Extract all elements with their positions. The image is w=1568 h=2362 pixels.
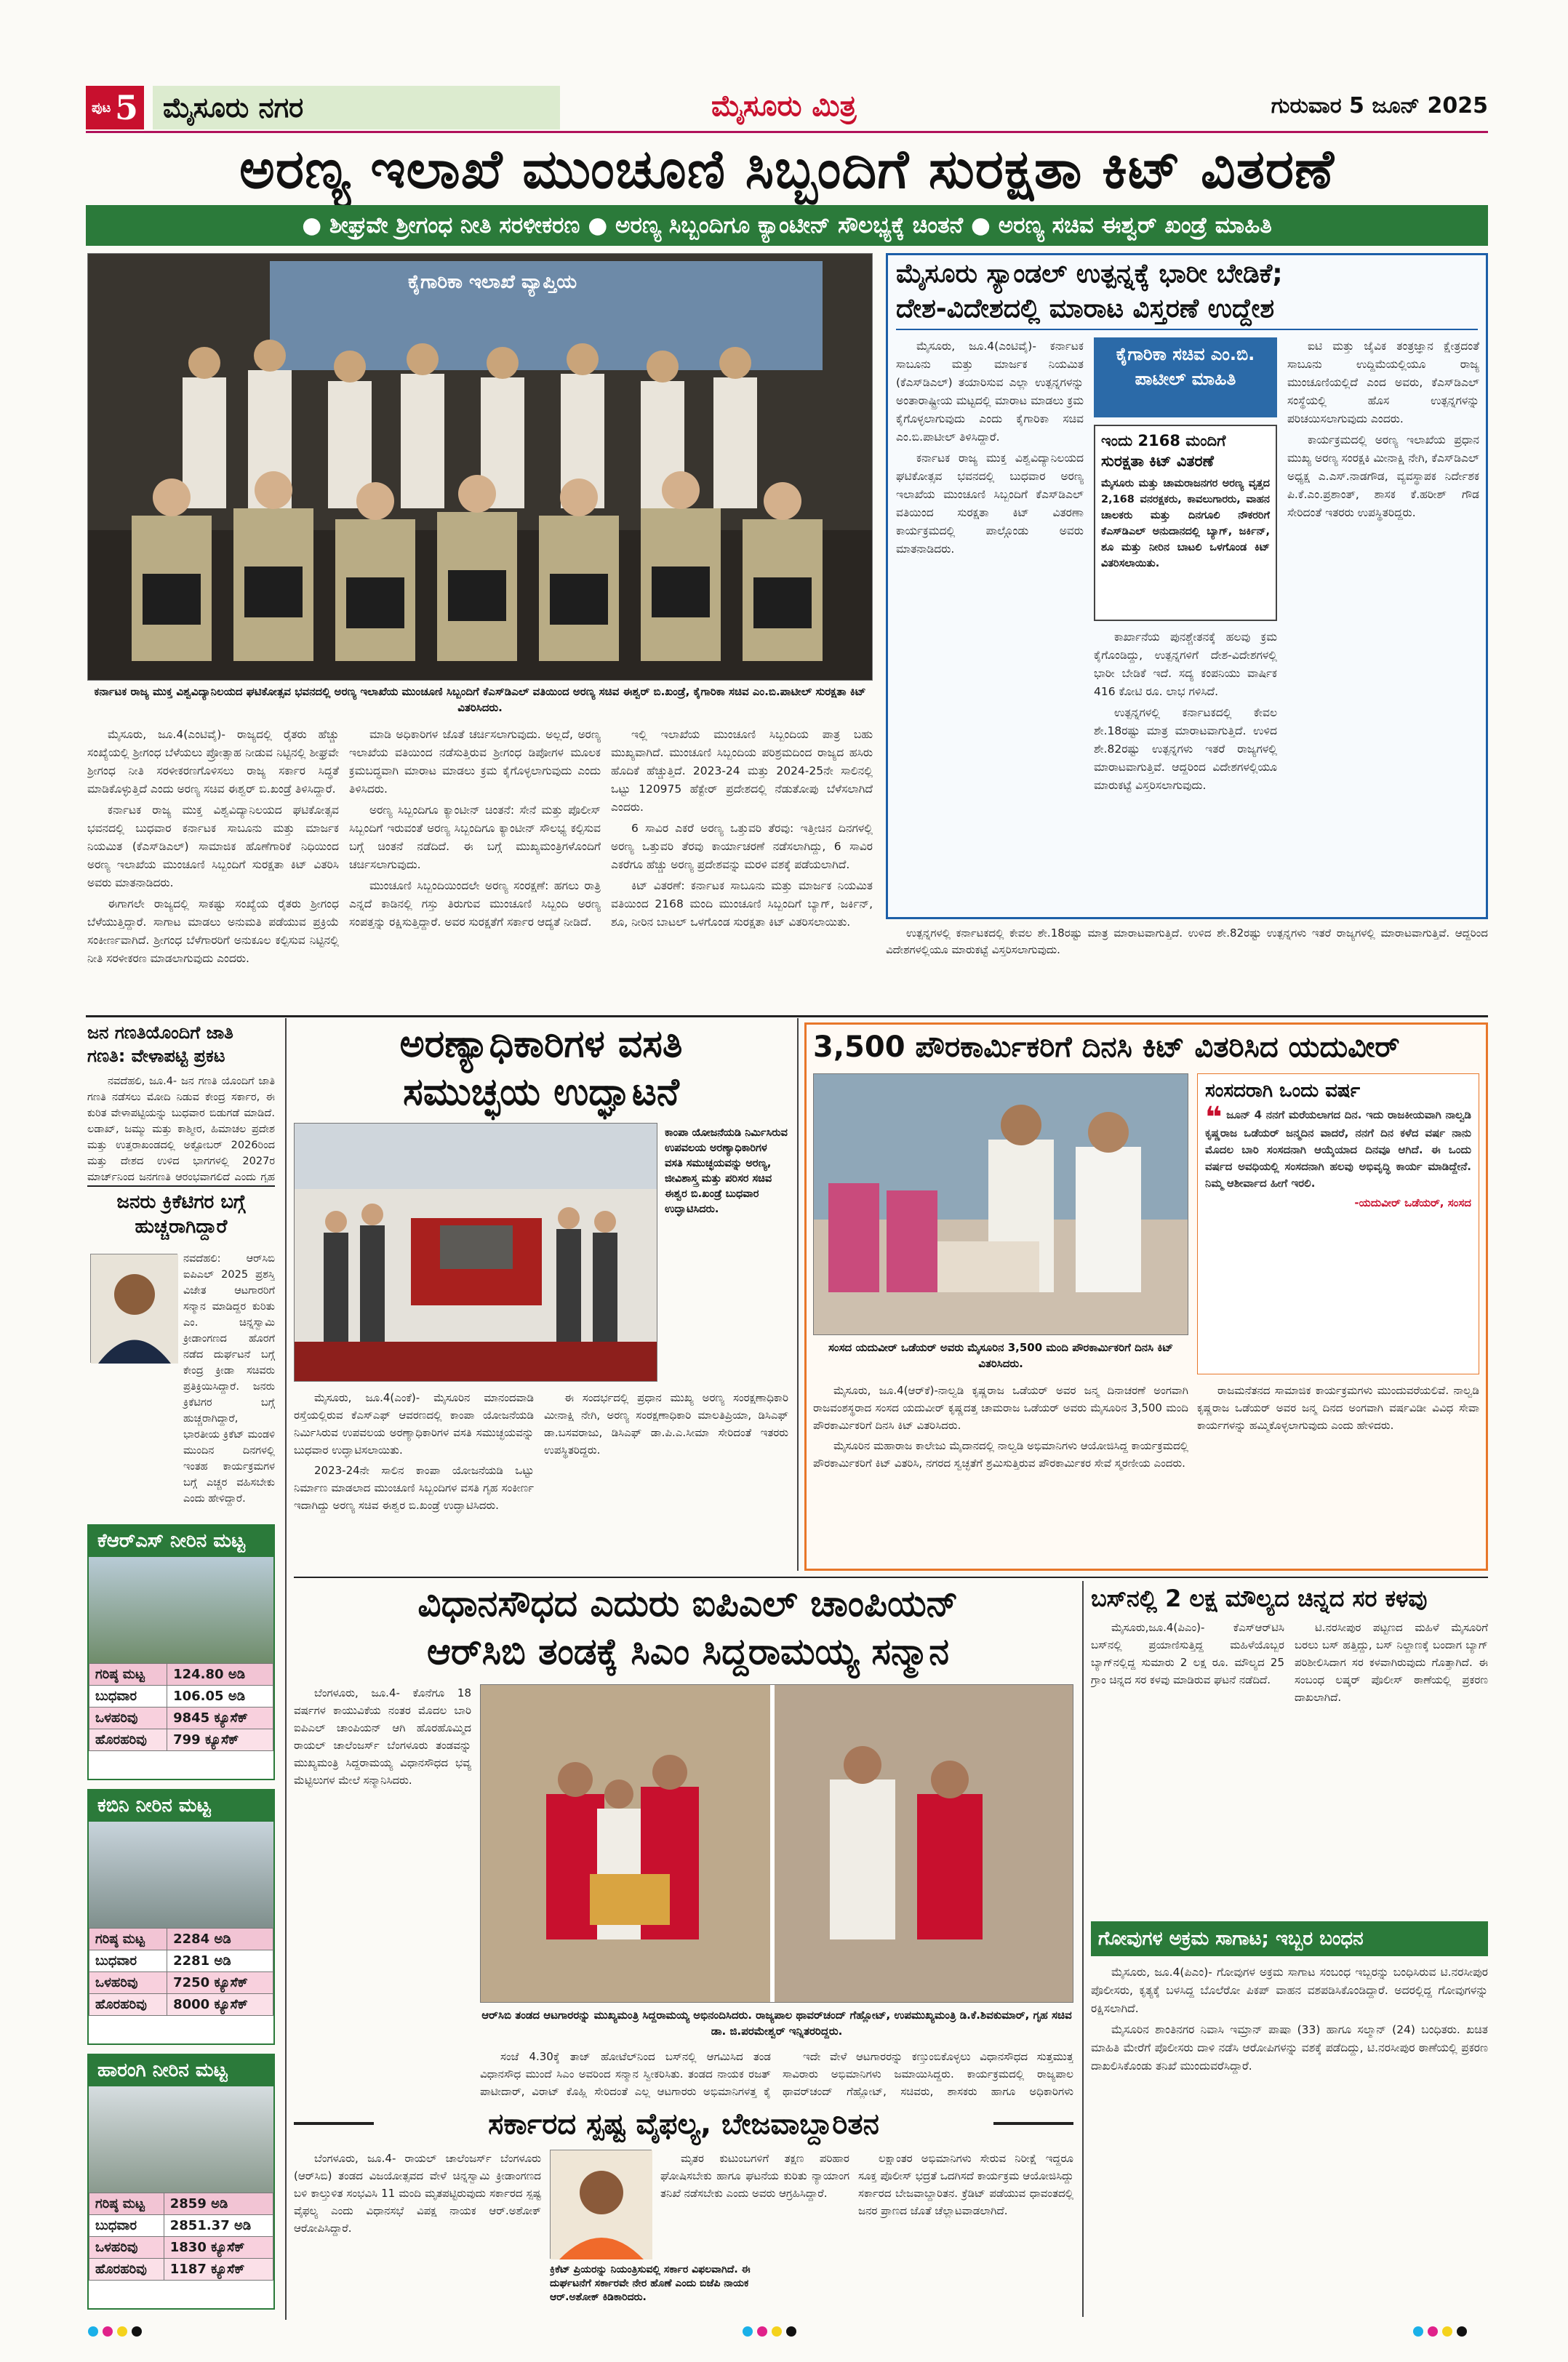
rcb-headline-1: ವಿಧಾನಸೌಧದ ಎದುರು ಐಪಿಎಲ್ ಚಾಂಪಿಯನ್ (417, 1582, 959, 1625)
cyan-dot-icon (743, 2326, 753, 2337)
chain-headline: ಬಸ್‌ನಲ್ಲಿ 2 ಲಕ್ಷ ಮೌಲ್ಯದ ಚಿನ್ನದ ಸರ ಕಳವು (1091, 1585, 1428, 1612)
dam-label: ಒಳಹರಿವು (89, 2237, 164, 2259)
lead-photo (87, 253, 873, 681)
dam-value: 2284 ಅಡಿ (167, 1929, 273, 1950)
census-headline: ಜನ ಗಣತಿಯೊಂದಿಗೆ ಜಾತಿ ಗಣತಿ: ವೇಳಾಪಟ್ಟಿ ಪ್ರಕಟ (87, 1022, 233, 1066)
black-dot-icon (786, 2326, 796, 2337)
quarters-col-1 (294, 1389, 534, 1571)
sandal-headline-rule (896, 329, 1478, 330)
rcb-headline-2: ಆರ್‌ಸಿಬಿ ತಂಡಕ್ಕೆ ಸಿಎಂ ಸಿದ್ದರಾಮಯ್ಯ ಸನ್ಮಾನ (426, 1630, 950, 1673)
lead-para: ಈಗಾಗಲೇ ರಾಜ್ಯದಲ್ಲಿ ಸಾಕಷ್ಟು ಸಂಖ್ಯೆಯ ರೈತರು ಶ್ರೀಗಂಧ ಬೆಳೆಯುತ್ತಿದ್ದಾರೆ. ಸಾಗಾಟ ಮಾಡಲು ಅನುಮತಿ ಪಡೆಯುವ ಪ್ರಕ್ರಿಯೆ ಸಂಕೀರ್ಣವಾಗಿದೆ. ಶ್ರೀಗಂಧ ಬೆಳೆಗಾರರಿಗೆ ಅನುಕೂಲ ಕಲ್ಪಿಸುವ ನಿಟ್ಟಿನಲ್ಲಿ ನೀತಿ ಸರಳೀಕರಣ ಮಾಡಲಾಗುವುದು ಎಂದರು. (87, 897, 339, 965)
census-para: ನವದೆಹಲಿ, ಜೂ.4- ಜನ ಗಣತಿ ಯೊಂದಿಗೆ ಜಾತಿ ಗಣತಿ ನಡೆಸಲು ಮೋದಿ ನಿಡುವ ಕೇಂದ್ರ ಸರ್ಕಾರ, ಈ ಕುರಿತ ವೇಳಾಪಟ್ಟಿಯನ್ನು ಬುಧವಾರ ಬಿಡುಗಡೆ ಮಾಡಿದೆ. ಲಡಾಖ್, ಜಮ್ಮು ಮತ್ತು ಕಾಶ್ಮೀರ, ಹಿಮಾಚಲ ಪ್ರದೇಶ ಮತ್ತು ಉತ್ತರಾಖಂಡದಲ್ಲಿ ಅಕ್ಟೋಬರ್ 2026ರಿಂದ ಮತ್ತು ದೇಶದ ಉಳಿದ ಭಾಗಗಳಲ್ಲಿ 2027ರ ಮಾರ್ಚ್‌ನಿಂದ ಜನಗಣತಿ ಆರಂಭವಾಗಲಿದೆ ಎಂದು ಗೃಹ (87, 1076, 275, 1182)
dam-table (89, 1928, 273, 2016)
dam-value: 106.05 ಅಡಿ (167, 1686, 273, 1708)
lead-para: ಮುಂಚೂಣಿ ಸಿಬ್ಬಂದಿಯಿಂದಲೇ ಅರಣ್ಯ ಸಂರಕ್ಷಣೆ: ಹಗಲು ರಾತ್ರಿ ಎನ್ನದೆ ಕಾಡಿನಲ್ಲಿ ಗಸ್ತು ತಿರುಗುವ ಮುಂಚೂಣಿ ಸಿಬ್ಬಂದಿ ಅರಣ್ಯ ಸಂಪತ್ತನ್ನು ರಕ್ಷಿಸುತ್ತಿದ್ದಾರೆ. ಅವರ ಸುರಕ್ಷತೆಗೆ ಸರ್ಕಾರ ಆದ್ಯತೆ ನೀಡಿದೆ. (349, 879, 601, 929)
rcb-col-1 (294, 1684, 471, 2099)
yaduveer-quote-title: ಸಂಸದರಾಗಿ ಒಂದು ವರ್ಷ (1205, 1080, 1361, 1102)
quarters-para: ಮೈಸೂರು, ಜೂ.4(ಎಂಕೆ)- ಮೈಸೂರಿನ ಮಾನಂದವಾಡಿ ರಸ್ತೆಯಲ್ಲಿರುವ ಕೆಎಸ್‌ಎಫ್ ಆವರಣದಲ್ಲಿ ಕಾಂಪಾ ಯೋಜನೆಯಡಿ ನಿರ್ಮಿಸಿರುವ ಉಪವಲಯ ಅರಣ್ಯಾಧಿಕಾರಿಗಳ ವಸತಿ ಸಮುಚ್ಛಯವನ್ನು ಬುಧವಾರ ಉದ್ಘಾಟಿಸಲಾಯಿತು. (294, 1391, 534, 1457)
chain-para: ಟಿ.ನರಸೀಪುರ ಪಟ್ಟಣದ ಮಹಿಳೆ ಮೈಸೂರಿಗೆ ಬರಲು ಬಸ್ ಹತ್ತಿದ್ದು, ಬಸ್ ನಿಲ್ದಾಣಕ್ಕೆ ಬಂದಾಗ ಬ್ಯಾಗ್ ಪರಿಶೀಲಿಸಿದಾಗ ಸರ ಕಳವಾಗಿರುವುದು ಗೊತ್ತಾಗಿದೆ. ಈ ಸಂಬಂಧ ಲಷ್ಕರ್ ಪೊಲೀಸ್ ಠಾಣೆಯಲ್ಲಿ ಪ್ರಕರಣ ದಾಖಲಾಗಿದೆ. (1295, 1621, 1488, 1704)
dam-value: 1830 ಕ್ಯೂಸೆಕ್ (164, 2237, 273, 2259)
dam-row (89, 2193, 273, 2215)
yaduveer-photo (813, 1073, 1188, 1335)
dam-row (89, 1950, 273, 1972)
dam-table (89, 2193, 273, 2281)
sandal-kit-body: ಮೈಸೂರು ಮತ್ತು ಚಾಮರಾಜನಗರ ಅರಣ್ಯ ವೃತ್ತದ 2,168 ವನರಕ್ಷಕರು, ಕಾವಲುಗಾರರು, ವಾಹನ ಚಾಲಕರು ಮತ್ತು ದಿನಗೂಲಿ ನೌಕರರಿಗೆ ಕೆಎಸ್‌ಡಿಎಲ್ ಅನುದಾನದಲ್ಲಿ ಬ್ಯಾಗ್, ಜರ್ಕಿನ್, ಶೂ ಮತ್ತು ನೀರಿನ ಬಾಟಲಿ ಒಳಗೊಂಡ ಕಿಟ್ ವಿತರಿಸಲಾಯಿತು. (1101, 478, 1270, 569)
dam-table (89, 1663, 273, 1751)
quarters-side-caption: ಕಾಂಪಾ ಯೋಜನೆಯಡಿ ನಿರ್ಮಿಸಿರುವ ಉಪವಲಯ ಅರಣ್ಯಾಧಿಕಾರಿಗಳ ವಸತಿ ಸಮುಚ್ಛಯವನ್ನು ಅರಣ್ಯ, ಜೀವಿಶಾಸ್ತ್ರ ಮತ್ತು ಪರಿಸರ ಸಚಿವ ಈಶ್ವರ ಬಿ.ಖಂಡ್ರೆ ಬುಧವಾರ ಉದ್ಘಾಟಿಸಿದರು. (665, 1127, 788, 1215)
dam-row (89, 1686, 273, 1708)
dam-row (89, 1994, 273, 2016)
sandal-para: ಐಟಿ ಮತ್ತು ಜೈವಿಕ ತಂತ್ರಜ್ಞಾನ ಕ್ಷೇತ್ರದಂತೆ ಸಾಬೂನು ಉದ್ದಿಮೆಯಲ್ಲಿಯೂ ರಾಜ್ಯ ಮುಂಚೂಣಿಯಲ್ಲಿದೆ ಎಂದ ಅವರು, ಕೆಎಸ್‌ಡಿಎಲ್ ಸಂಸ್ಥೆಯಲ್ಲಿ ಹೊಸ ಉತ್ಪನ್ನಗಳನ್ನು ಪರಿಚಯಿಸಲಾಗುವುದು ಎಂದರು. (1287, 340, 1479, 425)
failure-portrait (550, 2150, 652, 2259)
black-dot-icon (1457, 2326, 1467, 2337)
chain-para: ಮೈಸೂರು,ಜೂ.4(ಪಿಎಂ)- ಕೆಎಸ್ಆರ್‌ಟಿಸಿ ಬಸ್‌ನಲ್ಲಿ ಪ್ರಯಾಣಿಸುತ್ತಿದ್ದ ಮಹಿಳೆಯೊಬ್ಬರ ಬ್ಯಾಗ್‌ನಲ್ಲಿದ್ದ ಸುಮಾರು 2 ಲಕ್ಷ ರೂ. ಮೌಲ್ಯದ 25 ಗ್ರಾಂ ಚಿನ್ನದ ಸರ ಕಳವು ಮಾಡಿರುವ ಘಟನೆ ನಡೆದಿದೆ. (1091, 1621, 1284, 1686)
dam-label: ಹೊರಹರಿವು (89, 2259, 164, 2281)
masthead (86, 86, 1488, 132)
dam-value: 8000 ಕ್ಯೂಸೆಕ್ (167, 1994, 273, 2016)
failure-quote: ಕ್ರಿಕೆಟ್ ಪ್ರಿಯರನ್ನು ನಿಯಂತ್ರಿಸುವಲ್ಲಿ ಸರ್ಕಾರ ವಿಫಲವಾಗಿದೆ. ಈ ದುರ್ಘಟನೆಗೆ ಸರ್ಕಾರವೇ ನೇರ ಹೊಣೆ ಎಂದು ಬಿಜೆಪಿ ನಾಯಕ ಆರ್.ಅಶೋಕ್ ಕಿಡಿಕಾರಿದರು. (550, 2264, 751, 2303)
rcb-para: ಇದೇ ವೇಳೆ ಆಟಗಾರರನ್ನು ಕಣ್ತುಂಬಿಕೊಳ್ಳಲು ವಿಧಾನಸೌಧದ ಸುತ್ತಮುತ್ತ ಸಾವಿರಾರು ಅಭಿಮಾನಿಗಳು ಜಮಾಯಿಸಿದ್ದರು. ಕಾರ್ಯಕ್ರಮದಲ್ಲಿ ರಾಜ್ಯಪಾಲ ಥಾವರ್‌ಚಂದ್ ಗೆಹ್ಲೋಟ್, ಸಚಿವರು, ಶಾಸಕರು ಹಾಗೂ ಅಧಿಕಾರಿಗಳು (783, 2050, 1073, 2098)
page-label: ಪುಟ (92, 100, 111, 116)
chain-col-2 (1295, 1619, 1488, 1917)
quarters-headline-2: ಸಮುಚ್ಛಯ ಉದ್ಘಾಟನೆ (403, 1070, 679, 1114)
failure-portrait-art (551, 2150, 652, 2259)
quote-mark-icon: ❝ (1205, 1101, 1223, 1134)
sandal-col-2 (1094, 628, 1277, 912)
yaduveer-photo-caption: ಸಂಸದ ಯದುವೀರ್ ಒಡೆಯರ್ ಅವರು ಮೈಸೂರಿನ 3,500 ಮಂದಿ ಪೌರಕಾರ್ಮಿಕರಿಗೆ ದಿನಸಿ ಕಿಟ್ ವಿತರಿಸಿದರು. (828, 1341, 1174, 1370)
dam-row (89, 2259, 273, 2281)
sandal-para: ಕಾರ್ಯಕ್ರಮದಲ್ಲಿ ಅರಣ್ಯ ಇಲಾಖೆಯ ಪ್ರಧಾನ ಮುಖ್ಯ ಅರಣ್ಯ ಸಂರಕ್ಷಕಿ ಮೀನಾಕ್ಷಿ ನೇಗಿ, ಕೆಎಸ್‌ಡಿಎಲ್ ಅಧ್ಯಕ್ಷ ಎ.ಎಸ್.ನಾಡಗೌಡ, ವ್ಯವಸ್ಥಾಪಕ ನಿರ್ದೇಶಕ ಪಿ.ಕೆ.ಎಂ.ಪ್ರಶಾಂತ್, ಶಾಸಕ ಕೆ.ಹರೀಶ್ ಗೌಡ ಸೇರಿದಂತೆ ಇತರರು ಉಪಸ್ಥಿತರಿದ್ದರು. (1287, 433, 1479, 519)
dam-label: ಗರಿಷ್ಠ ಮಟ್ಟ (89, 1664, 167, 1686)
lead-para: ಕಿಟ್ ವಿತರಣೆ: ಕರ್ನಾಟಕ ಸಾಬೂನು ಮತ್ತು ಮಾರ್ಜಕ ನಿಯಮಿತ ವತಿಯಿಂದ 2168 ಮಂದಿ ಮುಂಚೂಣಿ ಸಿಬ್ಬಂದಿಗೆ ಬ್ಯಾಗ್, ಜರ್ಕಿನ್, ಶೂ, ನೀರಿನ ಬಾಟಲ್ ಒಳಗೊಂಡ ಸುರಕ್ಷತಾ ಕಿಟ್ ವಿತರಿಸಲಾಯಿತು. (611, 879, 873, 929)
cricket-headline: ಜನರು ಕ್ರಿಕೆಟಿಗರ ಬಗ್ಗೆ ಹುಚ್ಚರಾಗಿದ್ದಾರೆ (116, 1191, 246, 1238)
rcb-col-2 (480, 2048, 771, 2103)
sandal-kit-title: ಇಂದು 2168 ಮಂದಿಗೆ ಸುರಕ್ಷತಾ ಕಿಟ್ ವಿತರಣೆ (1101, 432, 1226, 470)
sandal-kit-box (1094, 425, 1277, 621)
quarters-photo (294, 1123, 657, 1382)
yaduveer-quote-author: -ಯದುವೀರ್ ಒಡೆಯರ್, ಸಂಸದ (1354, 1196, 1471, 1209)
yaduveer-para: ರಾಜಮನೆತನದ ಸಾಮಾಜಿಕ ಕಾರ್ಯಕ್ರಮಗಳು ಮುಂದುವರೆಯಲಿವೆ. ನಾಲ್ವಡಿ ಕೃಷ್ಣರಾಜ ಒಡೆಯರ್ ಅವರ ಜನ್ಮ ದಿನದ ಅಂಗವಾಗಿ ವರ್ಷವಿಡೀ ವಿವಿಧ ಸೇವಾ ಕಾರ್ಯಗಳನ್ನು ಹಮ್ಮಿಕೊಳ್ಳಲಾಗುವುದು ಎಂದು ಹೇಳಿದರು. (1197, 1384, 1479, 1432)
failure-para: ಮೃತರ ಕುಟುಂಬಗಳಿಗೆ ತಕ್ಷಣ ಪರಿಹಾರ ಘೋಷಿಸಬೇಕು ಹಾಗೂ ಘಟನೆಯ ಕುರಿತು ನ್ಯಾಯಾಂಗ ತನಿಖೆ ನಡೆಸಬೇಕು ಎಂದು ಅವರು ಆಗ್ರಹಿಸಿದ್ದಾರೆ. (660, 2152, 849, 2200)
yellow-dot-icon (1442, 2326, 1452, 2337)
lead-para: ಇಲ್ಲಿ ಇಲಾಖೆಯ ಮುಂಚೂಣಿ ಸಿಬ್ಬಂದಿಯ ಪಾತ್ರ ಬಹು ಮುಖ್ಯವಾಗಿದೆ. ಮುಂಚೂಣಿ ಸಿಬ್ಬಂದಿಯ ಪರಿಶ್ರಮದಿಂದ ರಾಜ್ಯದ ಹಸಿರು ಹೊದಿಕೆ ಹೆಚ್ಚುತ್ತಿದೆ. 2023-24 ಮತ್ತು 2024-25ನೇ ಸಾಲಿನಲ್ಲಿ ಒಟ್ಟು 120975 ಹೆಕ್ಟೇರ್ ಪ್ರದೇಶದಲ್ಲಿ ನೆಡುತೋಪು ಬೆಳೆಸಲಾಗಿದೆ ಎಂದರು. (611, 728, 873, 814)
quarters-para: 2023-24ನೇ ಸಾಲಿನ ಕಾಂಪಾ ಯೋಜನೆಯಡಿ ಒಟ್ಟು ನಿರ್ಮಾಣ ಮಾಡಲಾದ ಮುಂಚೂಣಿ ಸಿಬ್ಬಂದಿಗಳ ವಸತಿ ಗೃಹ ಸಂಕೀರ್ಣ ಇದಾಗಿದ್ದು ಅರಣ್ಯ ಸಚಿವ ಈಶ್ವರ ಬಿ.ಖಂಡ್ರೆ ಉದ್ಘಾಟಿಸಿದರು. (294, 1464, 534, 1512)
dam-box-krs (87, 1524, 275, 1780)
lead-para: ಮೈಸೂರು, ಜೂ.4(ಎಂಟಿವೈ)- ರಾಜ್ಯದಲ್ಲಿ ರೈತರು ಹೆಚ್ಚು ಸಂಖ್ಯೆಯಲ್ಲಿ ಶ್ರೀಗಂಧ ಬೆಳೆಯಲು ಪ್ರೋತ್ಸಾಹ ನೀಡುವ ನಿಟ್ಟಿನಲ್ಲಿ ಶೀಘ್ರವೇ ಶ್ರೀಗಂಧ ನೀತಿ ಸರಳೀಕರಣಗೊಳಿಸಲು ರಾಜ್ಯ ಸರ್ಕಾರ ಸಿದ್ಧತೆ ಮಾಡಿಕೊಳ್ಳುತ್ತಿದೆ ಎಂದು ಅರಣ್ಯ ಸಚಿವ ಈಶ್ವರ್ ಬಿ.ಖಂಡ್ರೆ ತಿಳಿಸಿದ್ದಾರೆ. (87, 728, 339, 796)
dam-photo (89, 1557, 273, 1663)
dam-row (89, 1729, 273, 1751)
dam-label: ಒಳಹರಿವು (89, 1708, 167, 1729)
yaduveer-quote-box (1197, 1073, 1479, 1374)
yaduveer-para: ಮೈಸೂರು, ಜೂ.4(ಆರ್‌ಕೆ)-ನಾಲ್ವಡಿ ಕೃಷ್ಣರಾಜ ಒಡೆಯರ್ ಅವರ ಜನ್ಮ ದಿನಾಚರಣೆ ಅಂಗವಾಗಿ ರಾಜವಂಶಸ್ಥರಾದ ಸಂಸದ ಯದುವೀರ್ ಕೃಷ್ಣದತ್ತ ಚಾಮರಾಜ ಒಡೆಯರ್ ಅವರು ಮೈಸೂರಿನ 3,500 ಮಂದಿ ಪೌರಕಾರ್ಮಿಕರಿಗೆ ದಿನಸಿ ಕಿಟ್ ವಿತರಿಸಿದರು. (813, 1384, 1188, 1432)
dam-label: ಗರಿಷ್ಠ ಮಟ್ಟ (89, 2193, 164, 2215)
sandal-col-3 (1287, 337, 1479, 912)
yaduveer-col-2 (1197, 1382, 1479, 1564)
rcb-para: ಬೆಂಗಳೂರು, ಜೂ.4- ಕೊನೆಗೂ 18 ವರ್ಷಗಳ ಕಾಯುವಿಕೆಯ ನಂತರ ಮೊದಲ ಬಾರಿ ಐಪಿಎಲ್ ಚಾಂಪಿಯನ್ ಆಗಿ ಹೊರಹೊಮ್ಮಿದ ರಾಯಲ್ ಚಾಲೆಂಜರ್ಸ್ ಬೆಂಗಳೂರು ತಂಡವನ್ನು ಮುಖ್ಯಮಂತ್ರಿ ಸಿದ್ದರಾಮಯ್ಯ ವಿಧಾನಸೌಧದ ಭವ್ಯ ಮೆಟ್ಟಿಲುಗಳ ಮೇಲೆ ಸನ್ಮಾನಿಸಿದರು. (294, 1686, 471, 1787)
cricket-body (87, 1251, 275, 1520)
dam-label: ಬುಧವಾರ (89, 1950, 167, 1972)
rcb-para: ಸಂಜೆ 4.30ಕ್ಕೆ ತಾಜ್ ಹೋಟೆಲ್‌ನಿಂದ ಬಸ್‌ನಲ್ಲಿ ಆಗಮಿಸಿದ ತಂಡ ವಿಧಾನಸೌಧ ಮುಂದೆ ಸಿಎಂ ಅವರಿಂದ ಸನ್ಮಾನ ಸ್ವೀಕರಿಸಿತು. ತಂಡದ ನಾಯಕ ರಜತ್ ಪಾಟೀದಾರ್, ವಿರಾಟ್ ಕೊಹ್ಲಿ ಸೇರಿದಂತೆ ಎಲ್ಲ ಆಟಗಾರರು ಅಭಿಮಾನಿಗಳತ್ತ ಕೈ (480, 2050, 771, 2098)
yaduveer-para: ಮೈಸೂರಿನ ಮಹಾರಾಜ ಕಾಲೇಜು ಮೈದಾನದಲ್ಲಿ ನಾಲ್ವಡಿ ಅಭಿಮಾನಿಗಳು ಆಯೋಜಿಸಿದ್ದ ಕಾರ್ಯಕ್ರಮದಲ್ಲಿ ಪೌರಕಾರ್ಮಿಕರಿಗೆ ಕಿಟ್ ವಿತರಿಸಿ, ನಗರದ ಸ್ವಚ್ಛತೆಗೆ ಶ್ರಮಿಸುತ್ತಿರುವ ಪೌರಕಾರ್ಮಿಕರ ಸೇವೆ ಸ್ಮರಣೀಯ ಎಂದರು. (813, 1439, 1188, 1470)
quarters-divider (797, 1018, 799, 1571)
lead-para: ಮಾಡಿ ಅಧಿಕಾರಿಗಳ ಜೊತೆ ಚರ್ಚಿಸಲಾಗುವುದು. ಅಲ್ಲದೆ, ಅರಣ್ಯ ಇಲಾಖೆಯ ವತಿಯಿಂದ ನಡೆಸುತ್ತಿರುವ ಶ್ರೀಗಂಧ ಡಿಪೋಗಳ ಮೂಲಕ ಕ್ರಮಬದ್ಧವಾಗಿ ಮಾರಾಟ ಮಾಡಲು ಕ್ರಮ ಕೈಗೊಳ್ಳಲಾಗುವುದು ಎಂದು ತಿಳಿಸಿದರು. (349, 728, 601, 796)
dam-label: ಬುಧವಾರ (89, 1686, 167, 1708)
lead-para: 6 ಸಾವಿರ ಎಕರೆ ಅರಣ್ಯ ಒತ್ತುವರಿ ತೆರವು: ಇತ್ತೀಚಿನ ದಿನಗಳಲ್ಲಿ ಅರಣ್ಯ ಒತ್ತುವರಿ ತೆರವು ಕಾರ್ಯಾಚರಣೆ ನಡೆಸಲಾಗಿದ್ದು, 6 ಸಾವಿರ ಎಕರೆಗೂ ಹೆಚ್ಚು ಅರಣ್ಯ ಪ್ರದೇಶವನ್ನು ಮರಳಿ ವಶಕ್ಕೆ ಪಡೆಯಲಾಗಿದೆ. (611, 822, 873, 871)
lead-body-col-3 (611, 726, 873, 1009)
cattle-para: ಮೈಸೂರಿನ ಶಾಂತಿನಗರ ನಿವಾಸಿ ಇಮ್ರಾನ್ ಪಾಷಾ (33) ಹಾಗೂ ಸಲ್ಮಾನ್ (24) ಬಂಧಿತರು. ಖಚಿತ ಮಾಹಿತಿ ಮೇರೆಗೆ ಪೊಲೀಸರು ದಾಳಿ ನಡೆಸಿ ಆರೋಪಿಗಳನ್ನು ವಶಕ್ಕೆ ಪಡೆದಿದ್ದು, ಟಿ.ನರಸೀಪುರ ಠಾಣೆಯಲ್ಲಿ ಪ್ರಕರಣ ದಾಖಲಿಸಿಕೊಂಡು ತನಿಖೆ ಮುಂದುವರೆಸಿದ್ದಾರೆ. (1091, 2023, 1488, 2073)
quarters-para: ಈ ಸಂದರ್ಭದಲ್ಲಿ ಪ್ರಧಾನ ಮುಖ್ಯ ಅರಣ್ಯ ಸಂರಕ್ಷಣಾಧಿಕಾರಿ ಮೀನಾಕ್ಷಿ ನೇಗಿ, ಅರಣ್ಯ ಸಂರಕ್ಷಣಾಧಿಕಾರಿ ಮಾಲತಿಪ್ರಿಯಾ, ಡಿಸಿಎಫ್ ಡಾ.ಬಸವರಾಜು, ಡಿಸಿಎಫ್ ಡಾ.ಪಿ.ಎ.ಸೀಮಾ ಸೇರಿದಂತೆ ಇತರರು ಉಪಸ್ಥಿತರಿದ್ದರು. (544, 1391, 788, 1457)
dam-label: ಹೊರಹರಿವು (89, 1729, 167, 1751)
black-dot-icon (132, 2326, 142, 2337)
lead-photo-banner: ಕೈಗಾರಿಕಾ ಇಲಾಖೆ ವ್ಯಾಪ್ತಿಯ (408, 271, 577, 293)
dam-title: ಕಬಿನಿ ನೀರಿನ ಮಟ್ಟ (89, 1790, 273, 1822)
failure-para: ಲಕ್ಷಾಂತರ ಅಭಿಮಾನಿಗಳು ಸೇರುವ ನಿರೀಕ್ಷೆ ಇದ್ದರೂ ಸೂಕ್ತ ಪೊಲೀಸ್ ಭದ್ರತೆ ಒದಗಿಸದೆ ಕಾರ್ಯಕ್ರಮ ಆಯೋಜಿಸಿದ್ದು ಸರ್ಕಾರದ ಬೇಜವಾಬ್ದಾರಿತನ. ಕ್ರೆಡಿಟ್ ಪಡೆಯುವ ಧಾವಂತದಲ್ಲಿ ಜನರ ಪ್ರಾಣದ ಜೊತೆ ಚೆಲ್ಲಾಟವಾಡಲಾಗಿದೆ. (858, 2152, 1073, 2217)
rcb-photo (480, 1684, 1073, 2003)
lead-photo-art (88, 254, 873, 681)
dam-label: ಹೊರಹರಿವು (89, 1994, 167, 2016)
census-body (87, 1073, 275, 1182)
lead-para: ಕರ್ನಾಟಕ ರಾಜ್ಯ ಮುಕ್ತ ವಿಶ್ವವಿದ್ಯಾನಿಲಯದ ಘಟಿಕೋತ್ಸವ ಭವನದಲ್ಲಿ ಬುಧವಾರ ಕರ್ನಾಟಕ ಸಾಬೂನು ಮತ್ತು ಮಾರ್ಜಕ ನಿಯಮಿತ (ಕೆಎಸ್‌ಡಿಎಲ್) ಸಾಮಾಜಿಕ ಹೊಣೆಗಾರಿಕೆ ನಿಧಿಯಿಂದ ಅರಣ್ಯ ಇಲಾಖೆಯ ಮುಂಚೂಣಿ ಸಿಬ್ಬಂದಿಗೆ ಸುರಕ್ಷತಾ ಕಿಟ್ ವಿತರಿಸಿ ಅವರು ಮಾತನಾಡಿದರು. (87, 804, 339, 889)
sidebar-divider (285, 1018, 287, 2320)
dam-value: 124.80 ಅಡಿ (167, 1664, 273, 1686)
sandal-para: ಉತ್ಪನ್ನಗಳಲ್ಲಿ ಕರ್ನಾಟಕದಲ್ಲಿ ಕೇವಲ ಶೇ.18ರಷ್ಟು ಮಾತ್ರ ಮಾರಾಟವಾಗುತ್ತಿದೆ. ಉಳಿದ ಶೇ.82ರಷ್ಟು ಉತ್ಪನ್ನಗಳು ಇತರೆ ರಾಜ್ಯಗಳಲ್ಲಿ ಮಾರಾಟವಾಗುತ್ತಿವೆ. ಆದ್ದರಿಂದ ವಿದೇಶಗಳಲ್ಲಿಯೂ ಮಾರುಕಟ್ಟೆ ವಿಸ್ತರಿಸಲಾಗುವುದು. (1094, 706, 1277, 792)
dam-photo (89, 1822, 273, 1928)
dam-row (89, 1972, 273, 1994)
dam-row (89, 1708, 273, 1729)
sandal-para: ಕಾರ್ಖಾನೆಯ ಪುನಶ್ಚೇತನಕ್ಕೆ ಹಲವು ಕ್ರಮ ಕೈಗೊಂಡಿದ್ದು, ಉತ್ಪನ್ನಗಳಿಗೆ ದೇಶ-ವಿದೇಶಗಳಲ್ಲಿ ಭಾರೀ ಬೇಡಿಕೆ ಇದೆ. ಸದ್ಯ ಕಂಪನಿಯು ವಾರ್ಷಿಕ 416 ಕೋಟಿ ರೂ. ಲಾಭ ಗಳಿಸಿದೆ. (1094, 630, 1277, 698)
lead-strap: ● ಶೀಘ್ರವೇ ಶ್ರೀಗಂಧ ನೀತಿ ಸರಳೀಕರಣ ● ಅರಣ್ಯ ಸಿಬ್ಬಂದಿಗೂ ಕ್ಯಾಂಟೀನ್ ಸೌಲಭ್ಯಕ್ಕೆ ಚಿಂತನೆ ● ಅರಣ್ಯ ಸಚಿವ ಈಶ್ವರ್ ಖಂಡ್ರೆ ಮಾಹಿತಿ (86, 205, 1488, 246)
failure-rule-left (294, 2122, 374, 2125)
lead-headline: ಅರಣ್ಯ ಇಲಾಖೆ ಮುಂಚೂಣಿ ಸಿಬ್ಬಂದಿಗೆ ಸುರಕ್ಷತಾ ಕಿಟ್ ವಿತರಣೆ (239, 138, 1335, 201)
dam-label: ಬುಧವಾರ (89, 2215, 164, 2237)
yellow-dot-icon (772, 2326, 782, 2337)
sandal-para: ಕರ್ನಾಟಕ ರಾಜ್ಯ ಮುಕ್ತ ವಿಶ್ವವಿದ್ಯಾನಿಲಯದ ಘಟಿಕೋತ್ಸವ ಭವನದಲ್ಲಿ ಬುಧವಾರ ಅರಣ್ಯ ಇಲಾಖೆಯ ಮುಂಚೂಣಿ ಸಿಬ್ಬಂದಿಗೆ ಕೆಎಸ್‌ಡಿಎಲ್ ವತಿಯಿಂದ ಸುರಕ್ಷತಾ ಕಿಟ್ ವಿತರಣಾ ಕಾರ್ಯಕ್ರಮದಲ್ಲಿ ಪಾಲ್ಗೊಂಡು ಅವರು ಮಾತನಾಡಿದರು. (896, 452, 1084, 556)
sandal-headline-1: ಮೈಸೂರು ಸ್ಯಾಂಡಲ್ ಉತ್ಪನ್ನಕ್ಕೆ ಭಾರೀ ಬೇಡಿಕೆ; (896, 259, 1283, 289)
failure-headline: ಸರ್ಕಾರದ ಸ್ಪಷ್ಟ ವೈಫಲ್ಯ, ಬೇಜವಾಬ್ದಾರಿತನ (488, 2107, 879, 2141)
yellow-dot-icon (117, 2326, 127, 2337)
dam-value: 799 ಕ್ಯೂಸೆಕ್ (167, 1729, 273, 1751)
magenta-dot-icon (1428, 2326, 1438, 2337)
yaduveer-headline: 3,500 ಪೌರಕಾರ್ಮಿಕರಿಗೆ ದಿನಸಿ ಕಿಟ್ ವಿತರಿಸಿದ ಯದುವೀರ್ (813, 1030, 1400, 1064)
sandal-para: ಮೈಸೂರು, ಜೂ.4(ಎಂಟಿವೈ)- ಕರ್ನಾಟಕ ಸಾಬೂನು ಮತ್ತು ಮಾರ್ಜಕ ನಿಯಮಿತ (ಕೆಎಸ್‌ಡಿಎಲ್) ತಯಾರಿಸುವ ಎಲ್ಲಾ ಉತ್ಪನ್ನಗಳನ್ನು ಅಂತಾರಾಷ್ಟ್ರೀಯ ಮಟ್ಟದಲ್ಲಿ ಮಾರಾಟ ಮಾಡಲು ಕ್ರಮ ಕೈಗೊಳ್ಳಲಾಗುವುದು ಎಂದು ಕೈಗಾರಿಕಾ ಸಚಿವ ಎಂ.ಬಿ.ಪಾಟೀಲ್ ತಿಳಿಸಿದ್ದಾರೆ. (896, 340, 1084, 444)
dam-photo (89, 2086, 273, 2193)
rcb-photo-caption: ಆರ್‌ಸಿಬಿ ತಂಡದ ಆಟಗಾರರನ್ನು ಮುಖ್ಯಮಂತ್ರಿ ಸಿದ್ದರಾಮಯ್ಯ ಅಭಿನಂದಿಸಿದರು. ರಾಜ್ಯಪಾಲ ಥಾವರ್‌ಚಂದ್ ಗೆಹ್ಲೋಟ್, ಉಪಮುಖ್ಯಮಂತ್ರಿ ಡಿ.ಕೆ.ಶಿವಕುಮಾರ್, ಗೃಹ ಸಚಿವ ಡಾ. ಜಿ.ಪರಮೇಶ್ವರ್ ಇನ್ನಿತರರಿದ್ದರು. (481, 2009, 1072, 2038)
census-rule (87, 1185, 275, 1187)
cattle-body (1091, 1963, 1488, 2317)
dam-value: 7250 ಕ್ಯೂಸೆಕ್ (167, 1972, 273, 1994)
lead-body-col-1 (87, 726, 339, 1009)
divider-main (86, 1015, 1488, 1017)
dam-value: 9845 ಕ್ಯೂಸೆಕ್ (167, 1708, 273, 1729)
quarters-col-2 (544, 1389, 788, 1571)
dam-value: 2851.37 ಅಡಿ (164, 2215, 273, 2237)
sandal-sidebox: ಕೈಗಾರಿಕಾ ಸಚಿವ ಎಂ.ಬಿ. ಪಾಟೀಲ್ ಮಾಹಿತಿ (1094, 337, 1277, 417)
sandal-para: ಉತ್ಪನ್ನಗಳಲ್ಲಿ ಕರ್ನಾಟಕದಲ್ಲಿ ಕೇವಲ ಶೇ.18ರಷ್ಟು ಮಾತ್ರ ಮಾರಾಟವಾಗುತ್ತಿದೆ. ಉಳಿದ ಶೇ.82ರಷ್ಟು ಉತ್ಪನ್ನಗಳು ಇತರೆ ರಾಜ್ಯಗಳಲ್ಲಿ ಮಾರಾಟವಾಗುತ್ತಿವೆ. ಆದ್ದರಿಂದ ವಿದೇಶಗಳಲ್ಲಿಯೂ ಮಾರುಕಟ್ಟೆ ವಿಸ್ತರಿಸಲಾಗುವುದು. (886, 926, 1488, 956)
dam-value: 2281 ಅಡಿ (167, 1950, 273, 1972)
dam-box-kabini (87, 1789, 275, 2045)
dam-row (89, 1929, 273, 1950)
sandal-tail (886, 925, 1488, 1009)
failure-col-1 (294, 2150, 541, 2317)
dam-value: 2859 ಅಡಿ (164, 2193, 273, 2215)
dam-row (89, 2237, 273, 2259)
yaduveer-photo-art (814, 1074, 1188, 1335)
registration-dots-center (740, 2326, 799, 2339)
lead-photo-caption: ಕರ್ನಾಟಕ ರಾಜ್ಯ ಮುಕ್ತ ವಿಶ್ವವಿದ್ಯಾನಿಲಯದ ಘಟಿಕೋತ್ಸವ ಭವನದಲ್ಲಿ ಅರಣ್ಯ ಇಲಾಖೆಯ ಮುಂಚೂಣಿ ಸಿಬ್ಬಂದಿಗೆ ಕೆಎಸ್‌ಡಿಎಲ್ ವತಿಯಿಂದ ಅರಣ್ಯ ಸಚಿವ ಈಶ್ವರ್ ಬಿ.ಖಂಡ್ರೆ, ಕೈಗಾರಿಕಾ ಸಚಿವ ಎಂ.ಬಿ.ಪಾಟೀಲ್ ಸುರಕ್ಷತಾ ಕಿಟ್ ವಿತರಿಸಿದರು. (94, 685, 866, 714)
dam-row (89, 2215, 273, 2237)
cyan-dot-icon (1413, 2326, 1423, 2337)
page-label-badge (86, 86, 144, 129)
magenta-dot-icon (757, 2326, 767, 2337)
page-number: 5 (114, 88, 138, 127)
section-title: ಮೈಸೂರು ನಗರ (153, 86, 560, 129)
rcb-photo-art (481, 1685, 1073, 2003)
dam-label: ಗರಿಷ್ಠ ಮಟ್ಟ (89, 1929, 167, 1950)
cyan-dot-icon (88, 2326, 98, 2337)
yaduveer-col-1 (813, 1382, 1188, 1564)
issue-date: ಗುರುವಾರ 5 ಜೂನ್ 2025 (1271, 93, 1488, 119)
divider-lower (294, 1577, 1488, 1578)
sandal-headline-2: ದೇಶ-ವಿದೇಶದಲ್ಲಿ ಮಾರಾಟ ವಿಸ್ತರಣೆ ಉದ್ದೇಶ (896, 294, 1275, 324)
registration-dots-left (86, 2326, 144, 2339)
registration-dots-right (1411, 2326, 1469, 2339)
failure-para: ಬೆಂಗಳೂರು, ಜೂ.4- ರಾಯಲ್ ಚಾಲೆಂಜರ್ಸ್ ಬೆಂಗಳೂರು (ಆರ್‌ಸಿಬಿ) ತಂಡದ ವಿಜಯೋತ್ಸವದ ವೇಳೆ ಚಿನ್ನಸ್ವಾಮಿ ಕ್ರೀಡಾಂಗಣದ ಬಳಿ ಕಾಲ್ತುಳಿತ ಸಂಭವಿಸಿ 11 ಮಂದಿ ಮೃತಪಟ್ಟಿರುವುದು ಸರ್ಕಾರದ ಸ್ಪಷ್ಟ ವೈಫಲ್ಯ ಎಂದು ವಿಧಾನಸಭೆ ವಿಪಕ್ಷ ನಾಯಕ ಆರ್.ಅಶೋಕ್ ಆರೋಪಿಸಿದ್ದಾರೆ. (294, 2152, 541, 2235)
lead-body-col-2 (349, 726, 601, 1009)
failure-col-2 (660, 2150, 849, 2259)
sandal-col-1 (896, 337, 1084, 912)
dam-value: 1187 ಕ್ಯೂಸೆಕ್ (164, 2259, 273, 2281)
paper-name: ಮೈಸೂರು ಮಿತ್ರ (711, 89, 857, 123)
chain-col-1 (1091, 1619, 1284, 1917)
right-column-divider (1082, 1581, 1084, 2317)
dam-label: ಒಳಹರಿವು (89, 1972, 167, 1994)
failure-col-3 (858, 2150, 1073, 2317)
dam-row (89, 1664, 273, 1686)
yaduveer-quote-text: ಜೂನ್ 4 ನನಗೆ ಮರೆಯಲಾಗದ ದಿನ. ಇದು ರಾಜಕೀಯವಾಗಿ ನಾಲ್ವಡಿ ಕೃಷ್ಣರಾಜ ಒಡೆಯರ್ ಜನ್ಮದಿನ ವಾದರೆ, ನನಗೆ ದಿನ ಕಳೆದ ವರ್ಷ ನಾನು ಮೊದಲ ಬಾರಿ ಸಂಸದನಾಗಿ ಆಯ್ಕೆಯಾದ ದಿನವೂ ಆಗಿದೆ. ಈ ಒಂದು ವರ್ಷದ ಅವಧಿಯಲ್ಲಿ ಸಂಸದನಾಗಿ ಹಲವು ಅಭಿವೃದ್ಧಿ ಕಾರ್ಯ ಮಾಡಿದ್ದೇನೆ. ನಿಮ್ಮ ಆಶೀರ್ವಾದ ಹೀಗೆ ಇರಲಿ. (1205, 1108, 1471, 1190)
dam-title: ಹಾರಂಗಿ ನೀರಿನ ಮಟ್ಟ (89, 2055, 273, 2086)
cattle-headline: ಗೋವುಗಳ ಅಕ್ರಮ ಸಾಗಾಟ; ಇಬ್ಬರ ಬಂಧನ (1091, 1921, 1488, 1956)
yaduveer-quote (1205, 1101, 1471, 1192)
cricket-para: ನವದೆಹಲಿ: ಆರ್‌ಸಿಬಿ ಐಪಿಎಲ್ 2025 ಪ್ರಶಸ್ತಿ ವಿಜೇತ ಆಟಗಾರರಿಗೆ ಸನ್ಮಾನ ಮಾಡಿದ್ದರ ಕುರಿತು ಎಂ. ಚಿನ್ನಸ್ವಾಮಿ ಕ್ರೀಡಾಂಗಣದ ಹೊರಗೆ ನಡೆದ ದುರ್ಘಟನೆ ಬಗ್ಗೆ ಕೇಂದ್ರ ಕ್ರೀಡಾ ಸಚಿವರು ಪ್ರತಿಕ್ರಿಯಿಸಿದ್ದಾರೆ. ಜನರು ಕ್ರಿಕೆಟಿಗರ ಬಗ್ಗೆ ಹುಚ್ಚರಾಗಿದ್ದಾರೆ, ಭಾರತೀಯ ಕ್ರಿಕೆಟ್ ಮಂಡಳಿ ಮುಂದಿನ ದಿನಗಳಲ್ಲಿ ಇಂತಹ ಕಾರ್ಯಕ್ರಮಗಳ ಬಗ್ಗೆ ಎಚ್ಚರ ವಹಿಸಬೇಕು ಎಂದು ಹೇಳಿದ್ದಾರೆ. (183, 1253, 275, 1505)
quarters-photo-art (295, 1124, 657, 1382)
quarters-headline-1: ಅರಣ್ಯಾಧಿಕಾರಿಗಳ ವಸತಿ (399, 1022, 683, 1066)
cattle-para: ಮೈಸೂರು, ಜೂ.4(ಪಿಎಂ)- ಗೋವುಗಳ ಅಕ್ರಮ ಸಾಗಾಟ ಸಂಬಂಧ ಇಬ್ಬರನ್ನು ಬಂಧಿಸಿರುವ ಟಿ.ನರಸೀಪುರ ಪೊಲೀಸರು, ಕೃತ್ಯಕ್ಕೆ ಬಳಸಿದ್ದ ಬೊಲೆರೋ ಪಿಕಪ್ ವಾಹನ ವಶಪಡಿಸಿಕೊಂಡಿದ್ದಾರೆ. ಅದರಲ್ಲಿದ್ದ ಗೋವುಗಳನ್ನು ರಕ್ಷಿಸಲಾಗಿದೆ. (1091, 1966, 1488, 2015)
rcb-col-3 (783, 2048, 1073, 2103)
masthead-rule (86, 131, 1488, 133)
dam-box-harangi (87, 2054, 275, 2310)
magenta-dot-icon (103, 2326, 113, 2337)
failure-rule-right (993, 2122, 1073, 2125)
lead-para: ಅರಣ್ಯ ಸಿಬ್ಬಂದಿಗೂ ಕ್ಯಾಂಟೀನ್ ಚಿಂತನೆ: ಸೇನೆ ಮತ್ತು ಪೊಲೀಸ್ ಸಿಬ್ಬಂದಿಗೆ ಇರುವಂತೆ ಅರಣ್ಯ ಸಿಬ್ಬಂದಿಗೂ ಕ್ಯಾಂಟೀನ್ ಸೌಲಭ್ಯ ಕಲ್ಪಿಸುವ ಬಗ್ಗೆ ಚಿಂತನೆ ನಡೆದಿದೆ. ಈ ಬಗ್ಗೆ ಮುಖ್ಯಮಂತ್ರಿಗಳೊಂದಿಗೆ ಚರ್ಚಿಸಲಾಗುವುದು. (349, 804, 601, 871)
dam-title: ಕೆಆರ್‌ಎಸ್ ನೀರಿನ ಮಟ್ಟ (89, 1526, 273, 1557)
